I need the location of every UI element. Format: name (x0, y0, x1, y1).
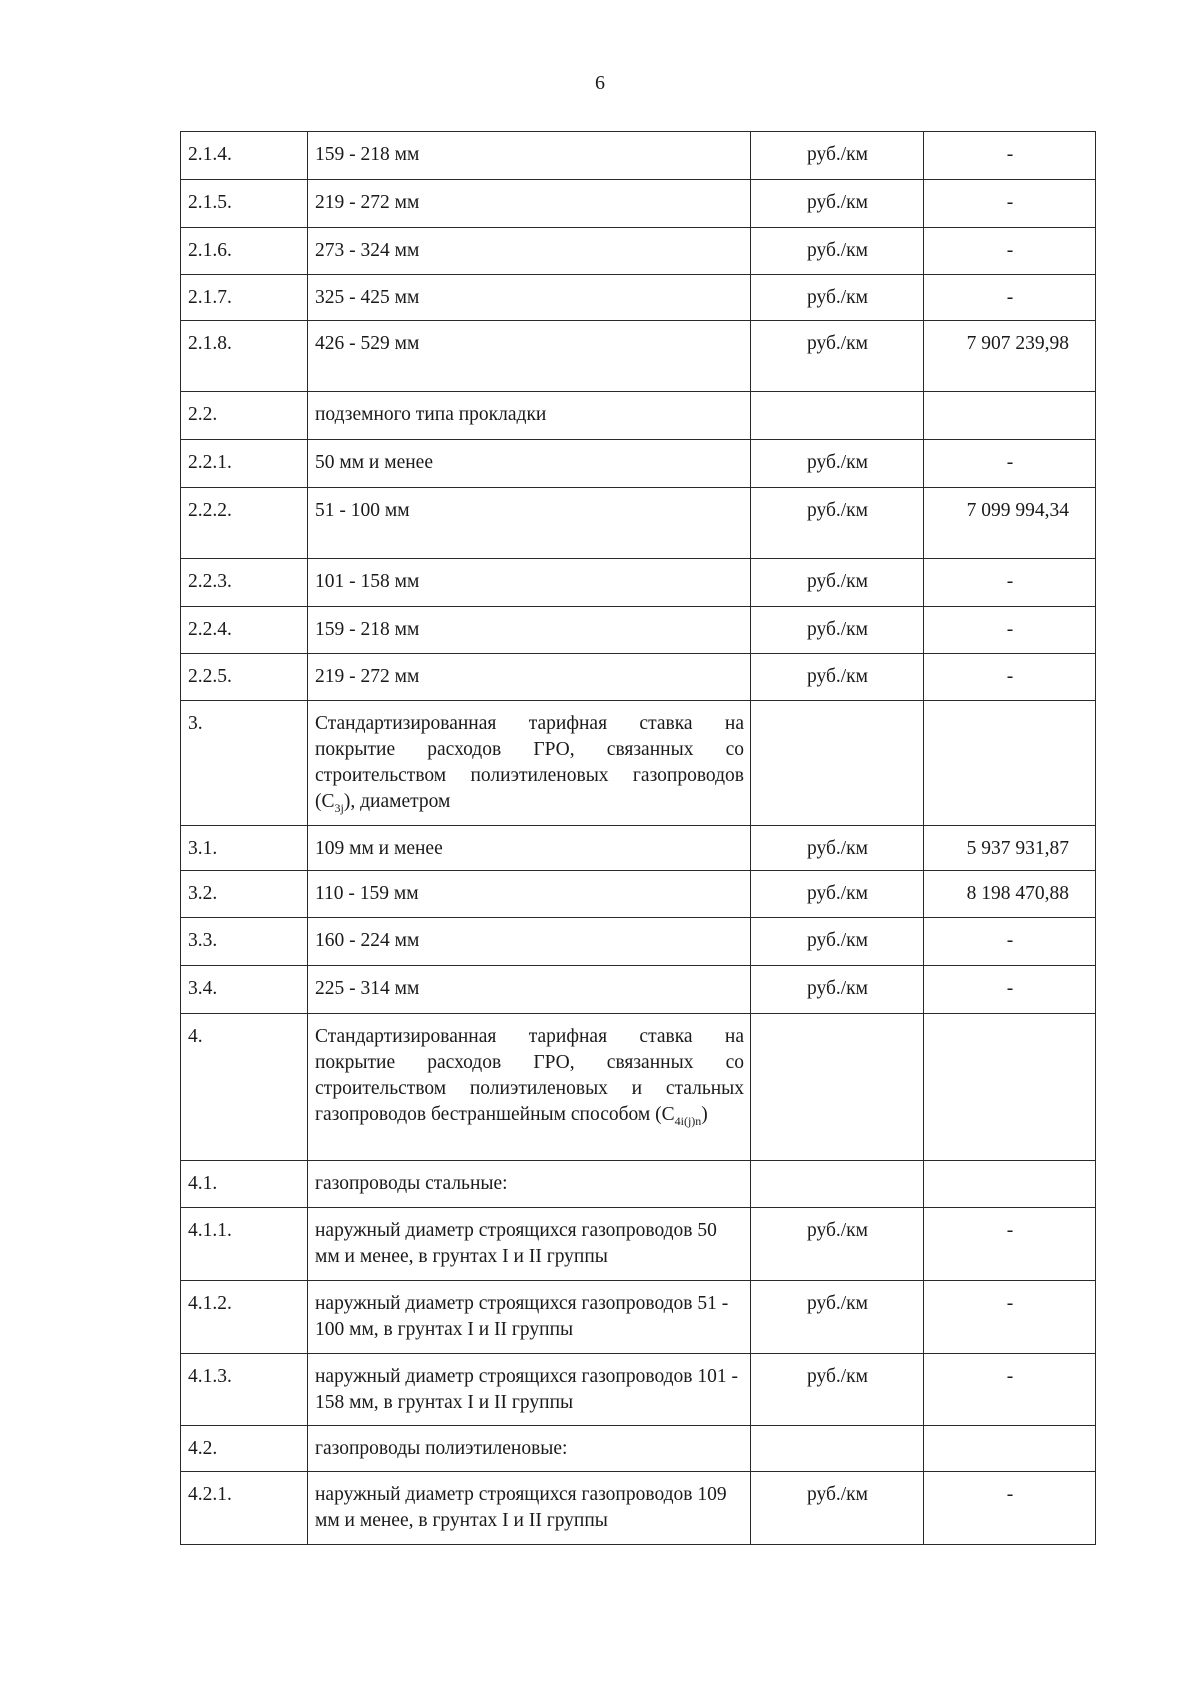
row-number: 3.1. (181, 826, 308, 871)
table-row (181, 1014, 1096, 1161)
table-row (181, 228, 1096, 275)
page-number: 6 (595, 72, 605, 94)
row-name: подземного типа прокладки (308, 392, 751, 440)
table-row (181, 1472, 1096, 1545)
row-unit: руб./км (751, 1472, 924, 1545)
row-name: 325 - 425 мм (308, 275, 751, 321)
row-name: 219 - 272 мм (308, 654, 751, 701)
row-name: наружный диаметр строящихся газопроводов 101 - 158 мм, в грунтах I и II группы (308, 1354, 751, 1426)
row-value (924, 701, 1096, 826)
row-name-subscript: 4i(j)n (674, 1113, 702, 1128)
row-name: 159 - 218 мм (308, 607, 751, 654)
row-unit (751, 1161, 924, 1208)
row-unit: руб./км (751, 1208, 924, 1281)
row-name: 110 - 159 мм (308, 871, 751, 918)
row-name: 225 - 314 мм (308, 966, 751, 1014)
table-row (181, 440, 1096, 488)
table-row (181, 132, 1096, 180)
row-unit: руб./км (751, 321, 924, 392)
row-number: 3.3. (181, 918, 308, 966)
table-row (181, 918, 1096, 966)
row-value: - (924, 275, 1096, 321)
row-value (924, 1014, 1096, 1161)
row-value: - (924, 1208, 1096, 1281)
row-name (308, 1014, 751, 1161)
row-number: 4.1.2. (181, 1281, 308, 1354)
row-value: 7 099 994,34 (924, 488, 1096, 559)
row-number: 3. (181, 701, 308, 826)
row-number: 4.1.1. (181, 1208, 308, 1281)
row-unit: руб./км (751, 1354, 924, 1426)
row-name-suffix: ) (701, 1104, 708, 1125)
row-name-suffix: ), диаметром (343, 791, 451, 812)
row-name (308, 701, 751, 826)
row-number: 2.2.4. (181, 607, 308, 654)
row-number: 3.4. (181, 966, 308, 1014)
table-row (181, 826, 1096, 871)
row-number: 2.2.5. (181, 654, 308, 701)
row-number: 2.1.8. (181, 321, 308, 392)
row-name: 426 - 529 мм (308, 321, 751, 392)
row-value: - (924, 180, 1096, 228)
row-value: - (924, 440, 1096, 488)
row-number: 4.1. (181, 1161, 308, 1208)
table-row (181, 392, 1096, 440)
row-number: 4.2. (181, 1426, 308, 1472)
table-row (181, 1208, 1096, 1281)
row-value: - (924, 654, 1096, 701)
table-row (181, 966, 1096, 1014)
row-name: газопроводы полиэтиленовые: (308, 1426, 751, 1472)
row-name: газопроводы стальные: (308, 1161, 751, 1208)
row-unit: руб./км (751, 132, 924, 180)
row-value (924, 1426, 1096, 1472)
row-name-text: Стандартизированная тарифная ставка на покрытие расходов ГРО, связанных со строительством полиэтиленовых газопроводов (C (315, 713, 744, 812)
row-name: 160 - 224 мм (308, 918, 751, 966)
row-unit: руб./км (751, 488, 924, 559)
row-value: - (924, 559, 1096, 607)
row-name: наружный диаметр строящихся газопроводов 109 мм и менее, в грунтах I и II группы (308, 1472, 751, 1545)
row-number: 2.1.4. (181, 132, 308, 180)
table-row (181, 488, 1096, 559)
row-value: - (924, 918, 1096, 966)
table-row (181, 559, 1096, 607)
row-name: 159 - 218 мм (308, 132, 751, 180)
row-value: - (924, 1472, 1096, 1545)
row-value: 7 907 239,98 (924, 321, 1096, 392)
table-row (181, 275, 1096, 321)
row-value: 8 198 470,88 (924, 871, 1096, 918)
table-row (181, 1161, 1096, 1208)
row-number: 2.1.6. (181, 228, 308, 275)
table-row (181, 654, 1096, 701)
row-unit: руб./км (751, 559, 924, 607)
row-number: 2.2.2. (181, 488, 308, 559)
row-number: 4.2.1. (181, 1472, 308, 1545)
row-value: - (924, 1354, 1096, 1426)
row-value: - (924, 228, 1096, 275)
row-unit: руб./км (751, 871, 924, 918)
row-unit: руб./км (751, 440, 924, 488)
row-unit (751, 392, 924, 440)
row-unit: руб./км (751, 607, 924, 654)
table-row (181, 1281, 1096, 1354)
row-unit (751, 1426, 924, 1472)
row-number: 3.2. (181, 871, 308, 918)
row-unit (751, 1014, 924, 1161)
row-unit: руб./км (751, 654, 924, 701)
row-number: 2.1.7. (181, 275, 308, 321)
row-number: 2.1.5. (181, 180, 308, 228)
row-name: наружный диаметр строящихся газопроводов 50 мм и менее, в грунтах I и II группы (308, 1208, 751, 1281)
row-value: - (924, 966, 1096, 1014)
row-value (924, 1161, 1096, 1208)
row-value: - (924, 1281, 1096, 1354)
table-row (181, 701, 1096, 826)
tariff-table (180, 131, 1096, 1545)
row-name: 101 - 158 мм (308, 559, 751, 607)
row-unit: руб./км (751, 180, 924, 228)
row-number: 2.2.3. (181, 559, 308, 607)
row-value: 5 937 931,87 (924, 826, 1096, 871)
table-row (181, 1354, 1096, 1426)
tariff-table-body (181, 132, 1096, 1545)
row-name: 109 мм и менее (308, 826, 751, 871)
row-unit: руб./км (751, 966, 924, 1014)
row-name: 50 мм и менее (308, 440, 751, 488)
row-unit: руб./км (751, 228, 924, 275)
row-name-subscript: 3j (334, 800, 344, 815)
row-value (924, 392, 1096, 440)
table-row (181, 871, 1096, 918)
row-unit: руб./км (751, 826, 924, 871)
table-row (181, 607, 1096, 654)
table-row (181, 1426, 1096, 1472)
row-name: 273 - 324 мм (308, 228, 751, 275)
row-number: 4. (181, 1014, 308, 1161)
row-unit: руб./км (751, 918, 924, 966)
row-name: 51 - 100 мм (308, 488, 751, 559)
row-number: 2.2.1. (181, 440, 308, 488)
row-unit: руб./км (751, 275, 924, 321)
row-unit: руб./км (751, 1281, 924, 1354)
row-name-text: Стандартизированная тарифная ставка на покрытие расходов ГРО, связанных со строительством полиэтиленовых и стальных газопроводов бестраншейным способом (C (315, 1026, 744, 1125)
row-name: наружный диаметр строящихся газопроводов 51 - 100 мм, в грунтах I и II группы (308, 1281, 751, 1354)
row-number: 4.1.3. (181, 1354, 308, 1426)
row-value: - (924, 607, 1096, 654)
row-value: - (924, 132, 1096, 180)
row-unit (751, 701, 924, 826)
table-row (181, 321, 1096, 392)
table-row (181, 180, 1096, 228)
row-name: 219 - 272 мм (308, 180, 751, 228)
row-number: 2.2. (181, 392, 308, 440)
